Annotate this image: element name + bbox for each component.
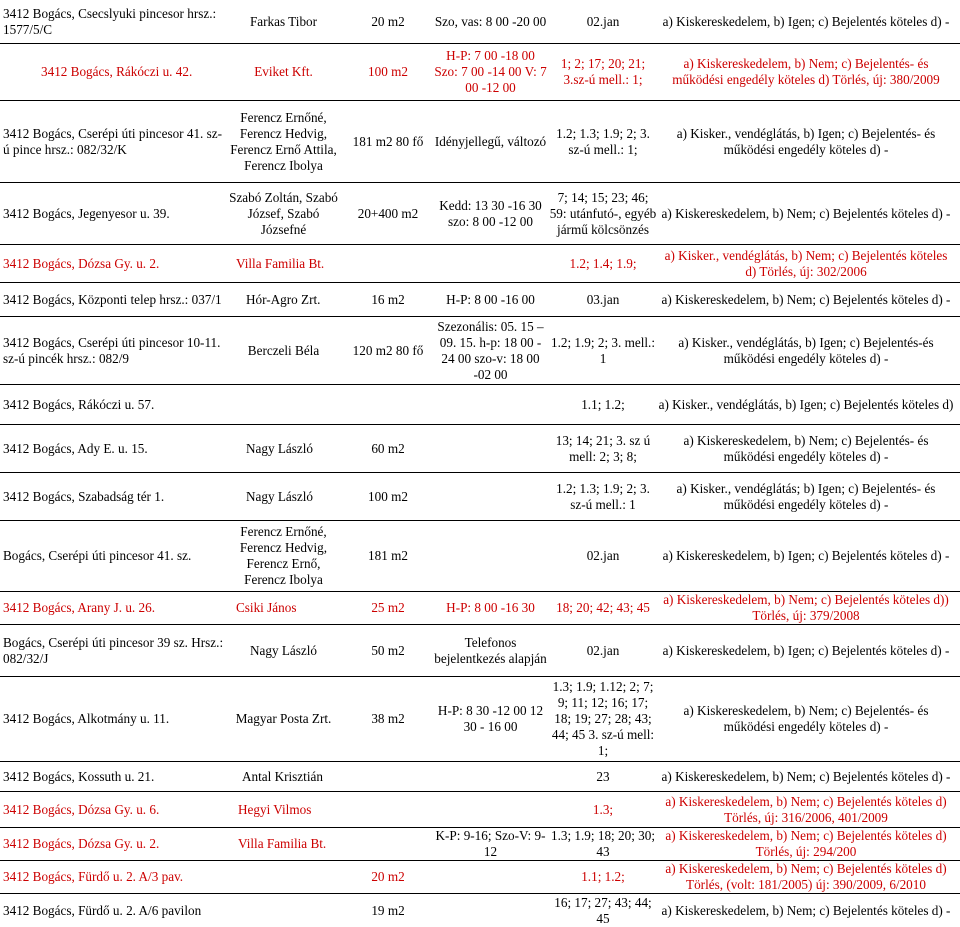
class-cell: 1.2; 1.3; 1.9; 2; 3. sz-ú mell.: 1: [556, 480, 650, 512]
class-cell: 16; 17; 27; 43; 44; 45: [554, 894, 652, 926]
class-cell: 1.1; 1.2;: [581, 869, 625, 884]
address-cell: 3412 Bogács, Fürdő u. 2. A/3 pav.: [3, 869, 184, 884]
area-cell: 100 m2: [368, 64, 408, 79]
area-cell: 50 m2: [371, 642, 405, 658]
status-cell: a) Kiskereskedelem, b) Igen; c) Bejelentés köteles d) -: [662, 13, 950, 29]
status-cell: a) Kiskereskedelem, b) Nem; c) Bejelentés köteles d) -: [661, 768, 951, 784]
status-cell: a) Kisker., vendéglátás, b) Nem; c) Bejelentés köteles d) Törlés, új: 302/2006: [664, 247, 948, 279]
area-cell: 25 m2: [371, 600, 405, 615]
address-cell: 3412 Bogács, Dózsa Gy. u. 2.: [3, 255, 160, 271]
status-cell: a) Kiskereskedelem, b) Nem; c) Bejelentés- és működési engedély köteles d) -: [683, 432, 929, 464]
table-row: [0, 472, 960, 520]
owner-cell: Hór-Agro Zrt.: [246, 291, 321, 307]
area-cell: 38 m2: [371, 711, 405, 726]
class-cell: 1.3; 1.9; 1.12; 2; 7; 9; 11; 12; 16; 17; 18; 19; 27; 28; 43; 44; 45 3. sz-ú mell: 1;: [551, 679, 655, 758]
table-row: [0, 860, 960, 893]
area-cell: 181 m2: [368, 548, 408, 563]
address-cell: 3412 Bogács, Dózsa Gy. u. 6.: [3, 801, 160, 817]
owner-cell: Ferencz Ernőné, Ferencz Hedvig, Ferencz Ernő Attila, Ferencz Ibolya: [230, 109, 337, 173]
address-cell: 3412 Bogács, Ady E. u. 15.: [3, 440, 148, 456]
class-cell: 02.jan: [586, 548, 620, 563]
address-cell: Bogács, Cserépi úti pincesor 39 sz. Hrsz.: 082/32/J: [3, 634, 224, 666]
owner-cell: Berczeli Béla: [247, 342, 320, 358]
address-cell: 3412 Bogács, Kossuth u. 21.: [3, 768, 155, 784]
area-cell: 20 m2: [371, 869, 405, 884]
class-cell: 1; 2; 17; 20; 21; 3.sz-ú mell.: 1;: [560, 56, 646, 87]
status-cell: a) Kiskereskedelem, b) Nem; c) Bejelentés köteles d) -: [661, 205, 951, 221]
owner-cell: Antal Krisztián: [242, 768, 323, 784]
table-row: [0, 316, 960, 384]
address-cell: Bogács, Cserépi úti pincesor 41. sz.: [3, 548, 192, 563]
class-cell: 7; 14; 15; 23; 46; 59: utánfutó-, egyéb jármű kölcsönzés: [549, 189, 657, 237]
table-row: [0, 424, 960, 472]
table-row: [0, 591, 960, 624]
owner-cell: Magyar Posta Zrt.: [235, 711, 332, 726]
owner-cell: Hegyi Vilmos: [238, 801, 312, 817]
area-cell: 19 m2: [371, 902, 405, 918]
owner-cell: Ferencz Ernőné, Ferencz Hedvig, Ferencz Ernő, Ferencz Ibolya: [239, 524, 328, 587]
area-cell: 181 m2 80 fő: [352, 133, 424, 149]
status-cell: a) Kiskereskedelem, b) Nem; c) Bejelentés- és működési engedély köteles d) -: [683, 703, 929, 734]
class-cell: 23: [596, 768, 610, 784]
status-cell: a) Kiskereskedelem, b) Nem; c) Bejelentés köteles d) Törlés, új: 294/200: [665, 828, 947, 859]
address-cell: 3412 Bogács, Központi telep hrsz.: 037/1: [3, 291, 222, 307]
table-row: [0, 43, 960, 100]
address-cell: 3412 Bogács, Fürdő u. 2. A/6 pavilon: [3, 902, 202, 918]
address-cell: 3412 Bogács, Dózsa Gy. u. 2.: [3, 836, 160, 851]
table-row: [0, 624, 960, 676]
status-cell: a) Kiskereskedelem, b) Nem; c) Bejelentés köteles d) Törlés, (volt: 181/2005) új: 390/2009, 6/2010: [665, 861, 947, 892]
status-cell: a) Kiskereskedelem, b) Nem; c) Bejelentés köteles d) Törlés, új: 316/2006, 401/2009: [665, 793, 947, 825]
status-cell: a) Kiskereskedelem, b) Nem; c) Bejelentés- és működési engedély köteles d) Törlés, új: 380/2009: [672, 56, 940, 87]
area-cell: 16 m2: [371, 291, 405, 307]
address-cell: 3412 Bogács, Alkotmány u. 11.: [3, 711, 170, 726]
hours-cell: H-P: 8 30 -12 00 12 30 - 16 00: [437, 703, 544, 734]
hours-cell: Szezonális: 05. 15 – 09. 15. h-p: 18 00 - 24 00 szo-v: 18 00 -02 00: [437, 318, 544, 382]
status-cell: a) Kiskereskedelem, b) Igen; c) Bejelentés köteles d) -: [662, 548, 950, 563]
class-cell: 1.1; 1.2;: [581, 396, 625, 412]
table-row: [0, 676, 960, 761]
hours-cell: H-P: 8 00 -16 00: [446, 291, 535, 307]
owner-cell: Nagy László: [246, 440, 314, 456]
status-cell: a) Kisker., vendéglátás, b) Igen; c) Bejelentés köteles d): [658, 396, 954, 412]
class-cell: 1.3; 1.9; 18; 20; 30; 43: [550, 828, 656, 859]
area-cell: 60 m2: [371, 440, 405, 456]
owner-cell: Villa Familia Bt.: [238, 836, 327, 851]
hours-cell: K-P: 9-16; Szo-V: 9-12: [435, 828, 546, 859]
address-cell: 3412 Bogács, Csecslyuki pincesor hrsz.: 1577/5/C: [3, 5, 217, 37]
address-cell: 3412 Bogács, Cserépi úti pincesor 10-11. sz-ú pincék hrsz.: 082/9: [3, 334, 221, 366]
area-cell: 20+400 m2: [357, 205, 419, 221]
class-cell: 13; 14; 21; 3. sz ú mell: 2; 3; 8;: [555, 432, 651, 464]
class-cell: 02.jan: [586, 642, 620, 658]
table-row: [0, 791, 960, 827]
class-cell: 18; 20; 42; 43; 45: [556, 600, 650, 615]
hours-cell: Telefonos bejelentkezés alapján: [434, 634, 547, 666]
hours-cell: H-P: 8 00 -16 30: [446, 600, 535, 615]
class-cell: 02.jan: [586, 13, 620, 29]
area-cell: 100 m2: [368, 488, 408, 504]
table-row: [0, 100, 960, 182]
address-cell: 3412 Bogács, Rákóczi u. 57.: [3, 396, 155, 412]
class-cell: 1.2; 1.9; 2; 3. mell.: 1: [550, 334, 656, 366]
hours-cell: H-P: 7 00 -18 00 Szo: 7 00 -14 00 V: 7 00 -12 00: [434, 48, 547, 95]
table-row: [0, 182, 960, 244]
status-cell: a) Kiskereskedelem, b) Nem; c) Bejelentés köteles d)) Törlés, új: 379/2008: [663, 592, 949, 623]
area-cell: 120 m2 80 fő: [352, 342, 424, 358]
hours-cell: Szo, vas: 8 00 -20 00: [434, 13, 547, 29]
table-row: [0, 0, 960, 43]
class-cell: 1.2; 1.3; 1.9; 2; 3. sz-ú mell.: 1;: [556, 125, 650, 157]
owner-cell: Eviket Kft.: [254, 64, 313, 79]
owner-cell: Villa Familia Bt.: [236, 255, 325, 271]
owner-cell: Nagy László: [249, 642, 317, 658]
owner-cell: Farkas Tibor: [249, 13, 318, 29]
table-row: [0, 282, 960, 316]
hours-cell: Kedd: 13 30 -16 30 szo: 8 00 -12 00: [439, 197, 542, 229]
status-cell: a) Kiskereskedelem, b) Nem; c) Bejelentés köteles d) -: [661, 902, 951, 918]
table-row: [0, 384, 960, 424]
class-cell: 03.jan: [586, 291, 620, 307]
owner-cell: Szabó Zoltán, Szabó József, Szabó Józsefné: [229, 189, 338, 237]
table-row: [0, 520, 960, 591]
table-row: [0, 244, 960, 282]
status-cell: a) Kisker., vendéglátás, b) Igen; c) Bejelentés-és működési engedély köteles d) -: [678, 334, 934, 366]
address-cell: 3412 Bogács, Rákóczi u. 42.: [41, 64, 193, 79]
owner-cell: Nagy László: [246, 488, 314, 504]
address-cell: 3412 Bogács, Jegenyesor u. 39.: [3, 205, 170, 221]
area-cell: 20 m2: [371, 13, 405, 29]
table-row: [0, 827, 960, 860]
address-cell: 3412 Bogács, Cserépi úti pincesor 41. sz-ú pince hrsz.: 082/32/K: [3, 125, 223, 157]
class-cell: 1.3;: [592, 801, 614, 817]
status-cell: a) Kiskereskedelem, b) Nem; c) Bejelentés köteles d) -: [661, 291, 951, 307]
status-cell: a) Kiskereskedelem, b) Igen; c) Bejelentés köteles d) -: [662, 642, 950, 658]
table-row: [0, 893, 960, 927]
owner-cell: Csiki János: [236, 600, 297, 615]
class-cell: 1.2; 1.4; 1.9;: [569, 255, 637, 271]
address-cell: 3412 Bogács, Szabadság tér 1.: [3, 488, 165, 504]
table-row: [0, 761, 960, 791]
hours-cell: Idényjellegű, változó: [434, 133, 547, 149]
status-cell: a) Kisker., vendéglátás, b) Igen; c) Bejelentés- és működési engedély köteles d) -: [676, 125, 936, 157]
status-cell: a) Kisker., vendéglátás; b) Igen; c) Bejelentés- és működési engedély köteles d) -: [676, 480, 936, 512]
address-cell: 3412 Bogács, Arany J. u. 26.: [3, 600, 156, 615]
